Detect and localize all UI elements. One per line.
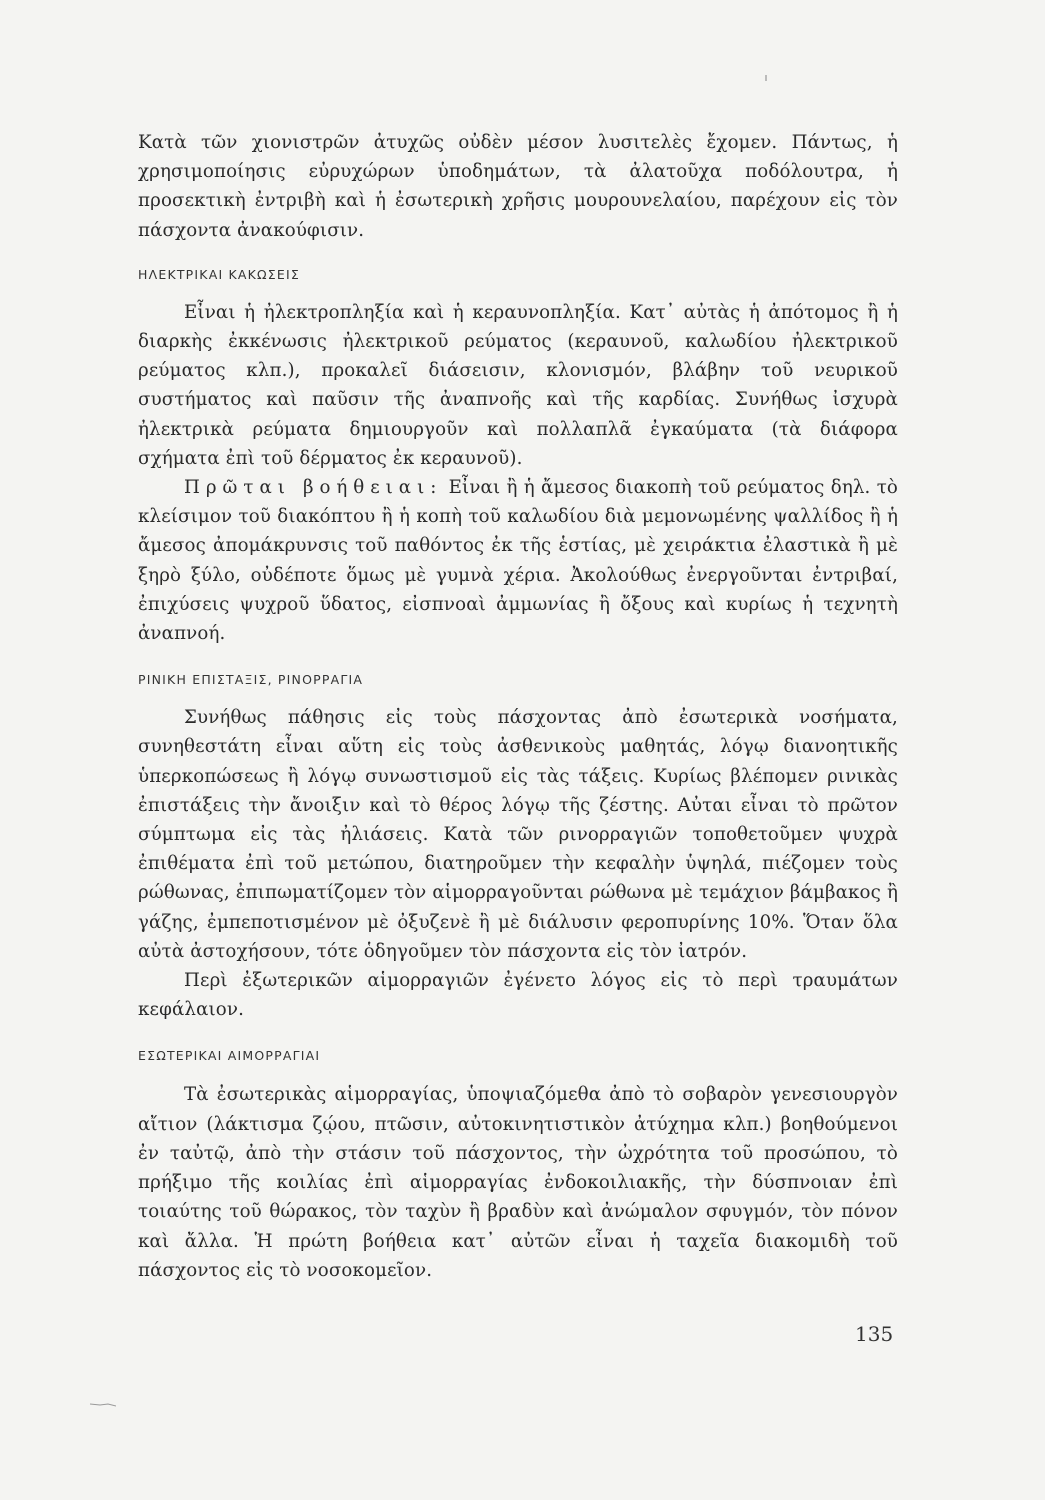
external-bleeding-paragraph: Περὶ ἐξωτερικῶν αἱμορραγιῶν ἐγένετο λόγος εἰς τὸ περὶ τραυμάτων κεφάλαιον.: [138, 970, 898, 1021]
section-heading-electrical-injuries: ΗΛΕΚΤΡΙΚΑΙ ΚΑΚΩΣΕΙΣ: [138, 266, 300, 282]
section-heading-nosebleed: ΡΙΝΙΚΗ ΕΠΙΣΤΑΞΙΣ, ΡΙΝΟΡΡΑΓΙΑ: [138, 672, 364, 688]
internal-bleeding-paragraph: Τὰ ἐσωτερικὰς αἱμορραγίας, ὑποψιαζόμεθα ἀπὸ τὸ σοβαρὸν γενεσιουργὸν αἴτιον (λάκτισμα ζῴου, πτῶσιν, αὐτοκινητιστικὸν ἀτύχημα κλπ.) βοηθούμενοι ἐν ταὐτῷ, ἀπὸ τὴν στάσιν τοῦ πάσχοντος, τὴν ὠχρότητα τοῦ προσώπου, τὸ πρήξιμο τῆς κοιλίας ἐπὶ αἱμορραγίας ἐνδοκοιλιακῆς, τὴν δύσπνοιαν ἐπὶ τοιαύτης τοῦ θώρακος, τὸν ταχὺν ἢ βραδὺν καὶ ἀνώμαλον σφυγμόν, τὸν πόνον καὶ ἄλλα. Ἡ πρώτη βοήθεια κατ᾽ αὐτῶν εἶναι ἡ ταχεῖα διακομιδὴ τοῦ πάσχοντος εἰς τὸ νοσοκομεῖον.: [138, 1084, 898, 1281]
scan-speck: [765, 75, 767, 81]
electrical-injuries-paragraph: Εἶναι ἡ ἠλεκτροπληξία καὶ ἡ κεραυνοπληξία. Κατ᾽ αὐτὰς ἡ ἀπότομος ἢ ἡ διαρκὴς ἐκκένωσις ἠλεκτρικοῦ ρεύματος (κεραυνοῦ, καλωδίου ἠλεκτρικοῦ ρεύματος κλπ.), προκαλεῖ διάσεισιν, κλονισμόν, βλάβην τοῦ νευρικοῦ συστήματος καὶ παῦσιν τῆς ἀναπνοῆς καὶ τῆς καρδίας. Συνήθως ἰσχυρὰ ἠλεκτρικὰ ρεύματα δημιουργοῦν καὶ πολλαπλᾶ ἐγκαύματα (τὰ διάφορα σχήματα ἐπὶ τοῦ δέρματος ἐκ κεραυνοῦ).: [138, 301, 898, 469]
section-heading-internal-bleeding: ΕΣΩΤΕΡΙΚΑΙ ΑΙΜΟΡΡΑΓΙΑΙ: [138, 1048, 321, 1064]
first-aid-lead: Πρῶται βοήθειαι:: [184, 477, 443, 499]
first-aid-paragraph: [138, 473, 898, 648]
intro-paragraph: Κατὰ τῶν χιονιστρῶν ἀτυχῶς οὐδὲν μέσον λυσιτελὲς ἔχομεν. Πάντως, ἡ χρησιμοποίησις εὐρυχώρων ὑποδημάτων, τὰ ἀλατοῦχα ποδόλουτρα, ἡ προσεκτικὴ ἐντριβὴ καὶ ἡ ἐσωτερικὴ χρῆσις μουρουνελαίου, παρέχουν εἰς τὸν πάσχοντα ἀνακούφισιν.: [138, 132, 898, 241]
scan-artifact: [90, 1402, 116, 1407]
page-body: [138, 128, 898, 1285]
page-number: 135: [855, 1322, 894, 1346]
nosebleed-paragraph: Συνήθως πάθησις εἰς τοὺς πάσχοντας ἀπὸ ἐσωτερικὰ νοσήματα, συνηθεστάτη εἶναι αὕτη εἰς τοὺς ἀσθενικοὺς μαθητάς, λόγῳ διανοητικῆς ὑπερκοπώσεως ἢ λόγῳ συνωστισμοῦ εἰς τὰς τάξεις. Κυρίως βλέπομεν ρινικὰς ἐπιστάξεις τὴν ἄνοιξιν καὶ τὸ θέρος λόγῳ τῆς ζέστης. Αὐται εἶναι τὸ πρῶτον σύμπτωμα εἰς τὰς ἠλιάσεις. Κατὰ τῶν ρινορραγιῶν τοποθετοῦμεν ψυχρὰ ἐπιθέματα ἐπὶ τοῦ μετώπου, διατηροῦμεν τὴν κεφαλὴν ὑψηλά, πιέζομεν τοὺς ρώθωνας, ἐπιπωματίζομεν τὸν αἱμορραγοῦνται ρώθωνα μὲ τεμάχιον βάμβακος ἢ γάζης, ἐμπεποτισμένον μὲ ὀξυζενὲ ἢ μὲ διάλυσιν φεροπυρίνης 10%. Ὅταν ὅλα αὐτὰ ἀστοχήσουν, τότε ὁδηγοῦμεν τὸν πάσχοντα εἰς τὸν ἰατρόν.: [138, 707, 898, 962]
first-aid-text: Εἶναι ἢ ἡ ἄμεσος διακοπὴ τοῦ ρεύματος δηλ. τὸ κλείσιμον τοῦ διακόπτου ἢ ἡ κοπὴ τοῦ καλωδίου διὰ μεμονωμένης ψαλλίδος ἢ ἡ ἄμεσος ἀπομάκρυνσις τοῦ παθόντος ἐκ τῆς ἑστίας, μὲ χειράκτια ἐλαστικὰ ἢ μὲ ξηρὸ ξύλο, οὐδέποτε ὅμως μὲ γυμνὰ χέρια. Ἀκολούθως ἐνεργοῦνται ἐντριβαί, ἐπιχύσεις ψυχροῦ ὕδατος, εἰσπνοαὶ ἀμμωνίας ἢ ὄξους καὶ κυρίως ἡ τεχνητὴ ἀναπνοή.: [138, 477, 899, 645]
